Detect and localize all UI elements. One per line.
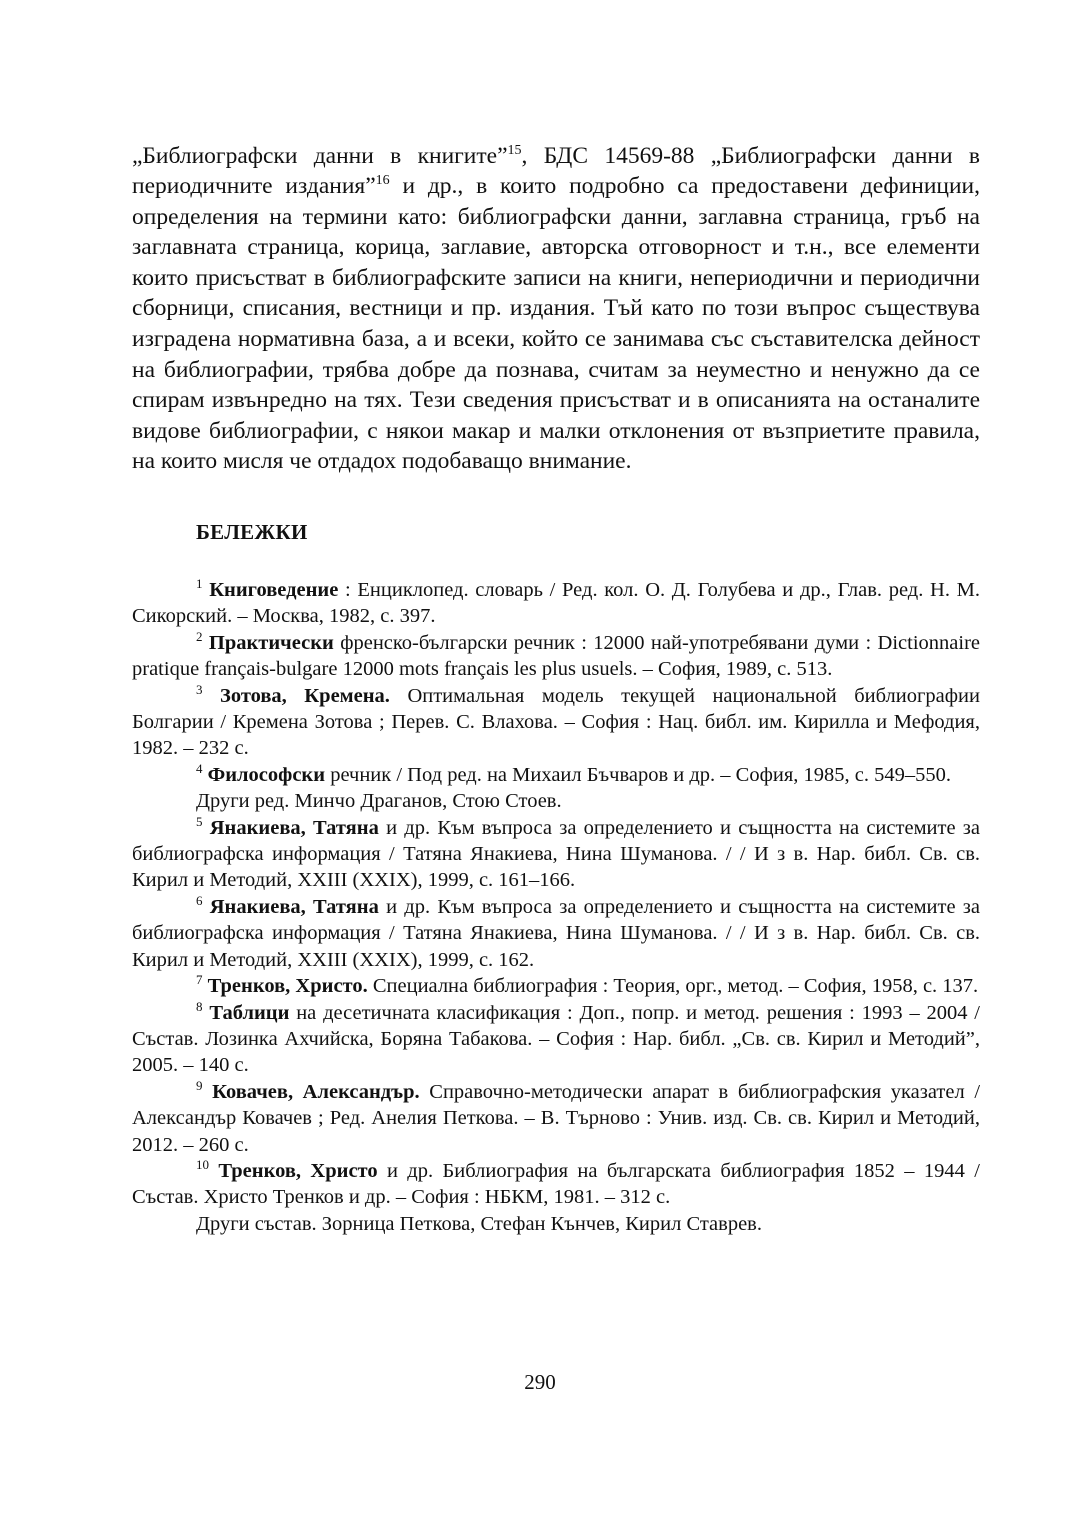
note-item [132,894,980,973]
note-item [132,1158,980,1211]
note-number: 5 [196,813,203,829]
note-text: на десетичната класификация : Доп., попр. и метод. решения : 1993 – 2004 / Състав. Лозинка Ахчийска, Боряна Табакова. – София : Нар. библ. „Св. св. Кирил и Методий”, 2005. – 140 с. [132,1001,981,1077]
body-text-part: и др., в които подробно са предоставени дефиниции, определения на термини като: библиографски данни, заглавна страница, гръб на заглавната страница, корица, заглавие, авторска отговорност и т.н., все елементи които присъстват в библиографските записи на книги, непериодични и периодични сборници, списания, вестници и пр. издания. Тъй като по този въпрос съществува изградена нормативна база, а и всеки, който се занимава със съставителска дейност на библиографии, трябва добре да познава, считам за неуместно и ненужно да се спирам извънредно на тях. Тези сведения присъстват и в описанията на останалите видове библиографии, с някои макар и малки отклонения от възприетите правила, на които мисля че отдадох подобаващо внимание. [132,173,980,475]
note-title: Зотова, Кремена. [220,684,390,707]
note-text: речник / Под ред. на Михаил Бъчваров и др. – София, 1985, с. 549–550. [325,763,951,786]
page-number: 290 [524,1370,556,1394]
note-number: 4 [196,761,203,777]
note-text: Справочно-методически апарат в библиографския указател / Александър Ковачев ; Ред. Анелия Петкова. – В. Търново : Унив. изд. Св. св. Кирил и Методий, 2012. – 260 с. [132,1080,981,1156]
note-title: Ковачев, Александър. [212,1080,420,1103]
note-item [132,683,980,762]
body-paragraph [132,141,980,478]
note-number: 8 [196,998,203,1014]
note-item [132,1000,980,1079]
notes-list [132,577,980,1237]
body-text-part: „Библиографски данни в книгите” [132,142,508,169]
note-item [132,630,980,683]
note-number: 9 [196,1077,203,1093]
note-title: Философски [207,763,326,786]
note-text: Оптимальная модель текущей национальной библиографии Болгарии / Кремена Зотова ; Перев. С. Влахова. – София : Нац. библ. им. Кирилла и Мефодия, 1982. – 232 с. [132,684,980,760]
body-text-part: , БДС 14569-88 „Библиографски данни в периодичните издания” [132,142,980,200]
note-number: 6 [196,893,203,909]
note-text: и др. Към въпроса за определението и същността на системите за библиографска информация / Татяна Янакиева, Нина Шуманова. / / И з в. Нар. библ. Св. св. Кирил и Методий, XXIII (XXIX), 1999, с. 161–166. [132,816,980,892]
note-number: 2 [196,628,203,644]
note-title: Янакиева, Татяна [209,895,379,918]
note-text: Специална библиография : Теория, орг., метод. – София, 1958, с. 137. [367,975,979,998]
note-title: Книговедение [209,579,339,601]
note-number: 3 [196,681,203,697]
note-title: Таблици [209,1001,290,1024]
note-continuation [132,788,980,814]
note-text: и др. Библиография на българската библиография 1852 – 1944 / Състав. Христо Тренков и др. – София : НБКМ, 1981. – 312 с. [132,1159,980,1209]
note-item [132,1079,980,1158]
note-title: Практически [208,631,334,654]
note-number: 10 [196,1157,209,1173]
note-continuation [132,1211,980,1237]
note-title: Янакиева, Татяна [209,816,379,839]
note-text: френско-български речник : 12000 най-употребявани думи : Dictionnaire pratique français-bulgare 12000 mots français les plus usuels. – София, 1989, с. 513. [132,631,981,681]
note-text: и др. Към въпроса за определението и същността на системите за библиографска информация / Татяна Янакиева, Нина Шуманова. / / И з в. Нар. библ. Св. св. Кирил и Методий, XXIII (XXIX), 1999, с. 162. [132,895,980,971]
note-title: Тренков, Христо. [207,975,368,998]
note-number: 1 [196,576,203,592]
note-item [132,577,980,630]
note-text: Други ред. Минчо Драганов, Стою Стоев. [196,790,562,813]
note-item [132,815,980,894]
footnote-ref: 16 [375,173,390,189]
note-title: Тренков, Христо [218,1159,378,1182]
note-text: : Енциклопед. словарь / Ред. кол. О. Д. Голубева и др., Глав. ред. Н. М. Сикорский. – Москва, 1982, с. 397. [132,579,980,628]
notes-heading: БЕЛЕЖКИ [196,520,308,544]
footnote-ref: 15 [507,142,522,158]
note-number: 7 [196,972,203,988]
note-text: Други състав. Зорница Петкова, Стефан Кънчев, Кирил Ставрев. [196,1212,762,1235]
note-item [132,762,980,788]
note-item [132,973,980,999]
